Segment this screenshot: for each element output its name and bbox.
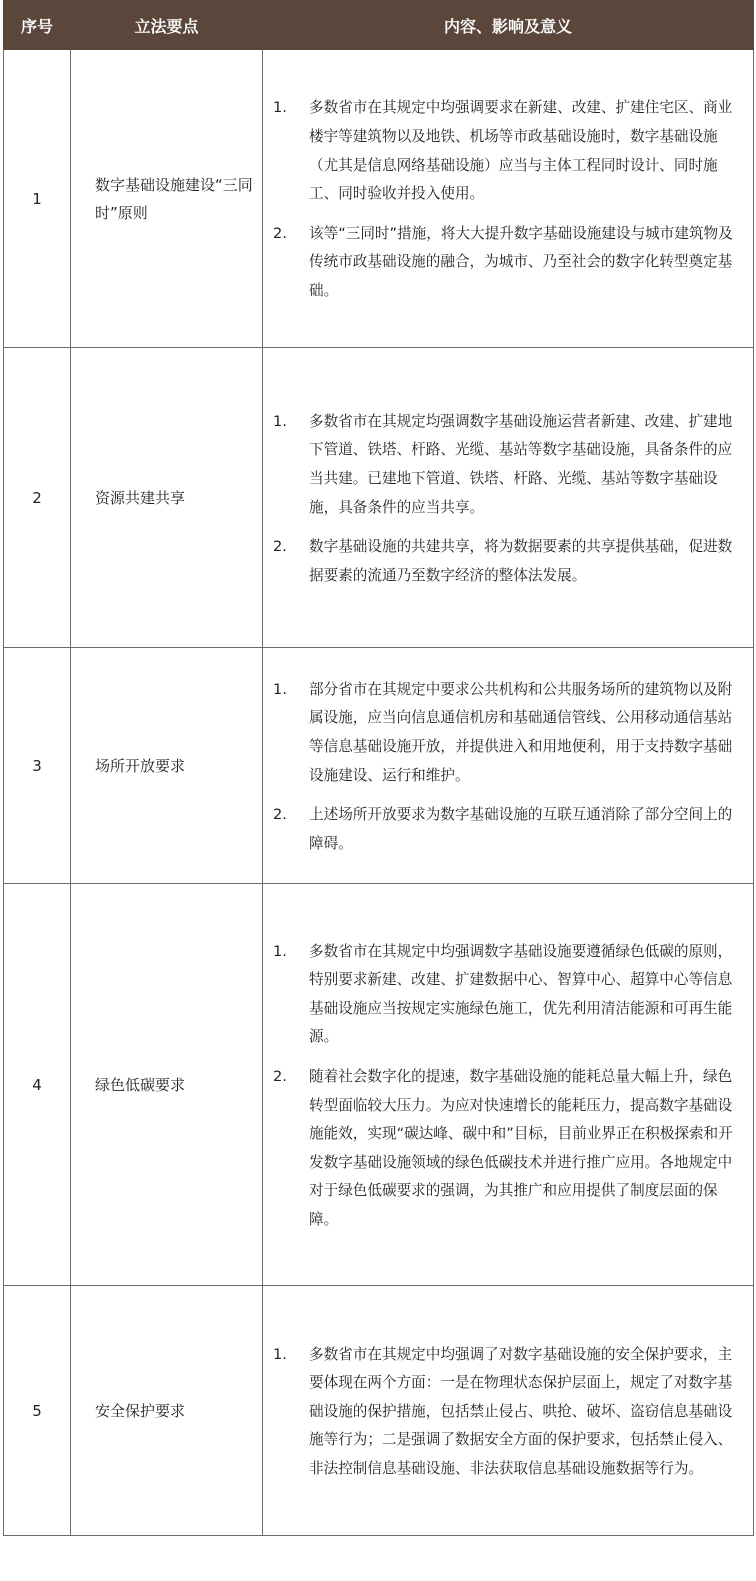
- row-point: 安全保护要求: [71, 1286, 263, 1536]
- row-point: 场所开放要求: [71, 648, 263, 884]
- table-row: [4, 1286, 754, 1536]
- item-number: 1.: [273, 99, 287, 117]
- row-index: 5: [4, 1286, 71, 1536]
- content-item: [273, 1341, 745, 1484]
- item-number: 1.: [273, 942, 287, 960]
- row-content: [263, 1286, 754, 1536]
- row-content: [263, 648, 754, 884]
- header-point: 立法要点: [71, 1, 263, 50]
- item-text: 上述场所开放要求为数字基础设施的互联互通消除了部分空间上的障碍。: [309, 806, 733, 852]
- item-number: 2.: [273, 538, 287, 556]
- item-number: 2.: [273, 1067, 287, 1085]
- legislation-table: [3, 0, 754, 1536]
- row-content: [263, 348, 754, 648]
- item-text: 多数省市在其规定中均强调要求在新建、改建、扩建住宅区、商业楼宇等建筑物以及地铁、机场等市政基础设施时，数字基础设施（尤其是信息网络基础设施）应当与主体工程同时设计、同时施工、同时验收并投入使用。: [309, 99, 733, 203]
- content-item: [273, 801, 745, 858]
- content-item: [273, 938, 745, 1052]
- table-row: [4, 884, 754, 1286]
- row-index: 3: [4, 648, 71, 884]
- item-number: 1.: [273, 1345, 287, 1363]
- row-index: 1: [4, 50, 71, 348]
- item-number: 2.: [273, 224, 287, 242]
- item-text: 部分省市在其规定中要求公共机构和公共服务场所的建筑物以及附属设施，应当向信息通信机房和基础通信管线、公用移动通信基站等信息基础设施开放，并提供进入和用地便利，用于支持数字基础设施建设、运行和维护。: [309, 680, 733, 784]
- row-index: 2: [4, 348, 71, 648]
- row-point: 资源共建共享: [71, 348, 263, 648]
- row-point: 绿色低碳要求: [71, 884, 263, 1286]
- content-item: [273, 408, 745, 522]
- table-row: [4, 50, 754, 348]
- item-text: 数字基础设施的共建共享，将为数据要素的共享提供基础，促进数据要素的流通乃至数字经济的整体法发展。: [309, 538, 733, 584]
- item-text: 该等“三同时”措施，将大大提升数字基础设施建设与城市建筑物及传统市政基础设施的融合，为城市、乃至社会的数字化转型奠定基础。: [309, 224, 733, 299]
- content-item: [273, 1063, 745, 1235]
- content-item: [273, 533, 745, 590]
- content-item: [273, 94, 745, 208]
- table-body: [4, 50, 754, 1536]
- content-item: [273, 676, 745, 790]
- content-item: [273, 220, 745, 306]
- item-text: 多数省市在其规定中均强调了对数字基础设施的安全保护要求，主要体现在两个方面：一是在物理状态保护层面上，规定了对数字基础设施的保护措施，包括禁止侵占、哄抢、破坏、盗窃信息基础设施等行为；二是强调了数据安全方面的保护要求，包括禁止侵入、非法控制信息基础设施、非法获取信息基础设施数据等行为。: [309, 1345, 733, 1477]
- header-index: 序号: [4, 1, 71, 50]
- item-text: 多数省市在其规定均强调数字基础设施运营者新建、改建、扩建地下管道、铁塔、杆路、光缆、基站等数字基础设施，具备条件的应当共建。已建地下管道、铁塔、杆路、光缆、基站等数字基础设施，具备条件的应当共享。: [309, 412, 733, 516]
- table-header-row: [4, 1, 754, 50]
- row-point: 数字基础设施建设“三同时”原则: [71, 50, 263, 348]
- row-content: [263, 50, 754, 348]
- header-content: 内容、影响及意义: [263, 1, 754, 50]
- item-number: 2.: [273, 806, 287, 824]
- item-text: 多数省市在其规定中均强调数字基础设施要遵循绿色低碳的原则，特别要求新建、改建、扩建数据中心、智算中心、超算中心等信息基础设施应当按规定实施绿色施工，优先利用清洁能源和可再生能源。: [309, 942, 733, 1046]
- item-number: 1.: [273, 412, 287, 430]
- row-index: 4: [4, 884, 71, 1286]
- table-row: [4, 348, 754, 648]
- row-content: [263, 884, 754, 1286]
- item-text: 随着社会数字化的提速，数字基础设施的能耗总量大幅上升，绿色转型面临较大压力。为应对快速增长的能耗压力，提高数字基础设施能效，实现“碳达峰、碳中和”目标，目前业界正在积极探索和开发数字基础设施领域的绿色低碳技术并进行推广应用。各地规定中对于绿色低碳要求的强调，为其推广和应用提供了制度层面的保障。: [309, 1067, 733, 1228]
- table-row: [4, 648, 754, 884]
- item-number: 1.: [273, 680, 287, 698]
